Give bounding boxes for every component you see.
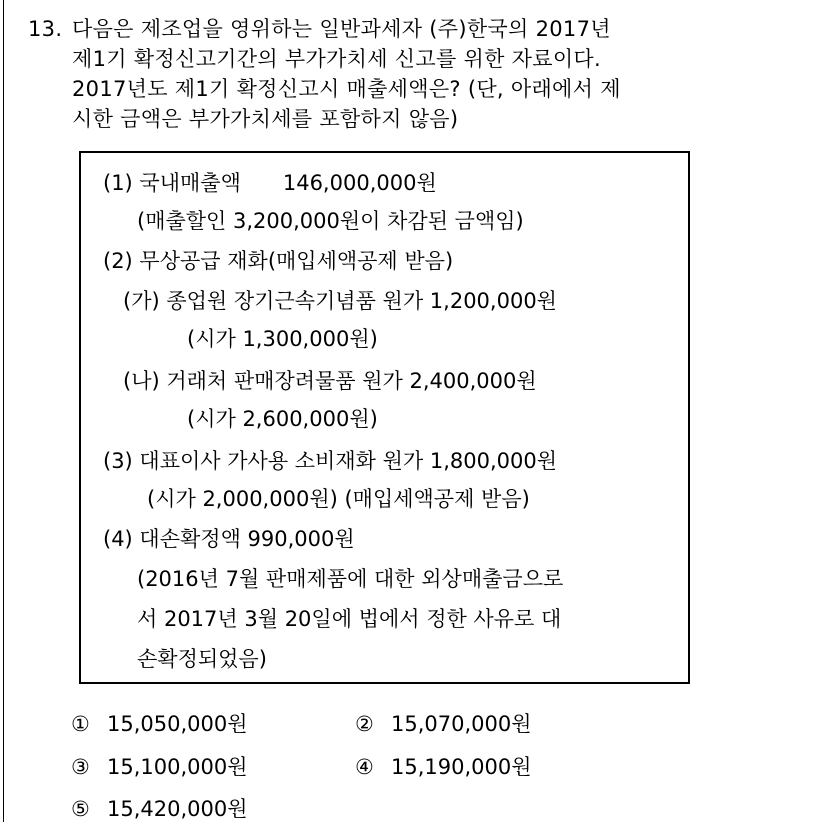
question-text-1: 다음은 제조업을 영위하는 일반과세자 (주)한국의 2017년 — [72, 17, 611, 41]
item-4-note-line-1: (2016년 7월 판매제품에 대한 외상매출금으로 — [137, 567, 564, 591]
question-line-1 — [28, 14, 808, 44]
option-3-marker: ③ — [71, 755, 90, 779]
data-box — [79, 151, 690, 684]
option-4-marker: ④ — [355, 755, 374, 779]
question-line-3: 2017년도 제1기 확정신고시 매출세액은? (단, 아래에서 제 — [72, 77, 621, 101]
option-2[interactable] — [355, 708, 532, 738]
option-1-marker: ① — [71, 712, 90, 736]
option-4[interactable] — [355, 751, 532, 781]
option-3[interactable] — [71, 751, 248, 781]
question-line-2: 제1기 확정신고기간의 부가가치세 신고를 위한 자료이다. — [72, 47, 601, 71]
option-1[interactable] — [71, 708, 248, 738]
item-3-note: (시가 2,000,000원) (매입세액공제 받음) — [147, 487, 530, 511]
item-4-note-line-2: 서 2017년 3월 20일에 법에서 정한 사유로 대 — [137, 607, 562, 631]
item-2a-employee-gift: (가) 종업원 장기근속기념품 원가 1,200,000원 — [123, 289, 557, 313]
item-2-free-supply: (2) 무상공급 재화(매입세액공제 받음) — [103, 249, 454, 273]
question-stem — [28, 14, 808, 134]
item-4-note-line-3: 손확정되었음) — [137, 647, 267, 671]
item-4-bad-debt: (4) 대손확정액 990,000원 — [103, 527, 355, 551]
item-2a-note: (시가 1,300,000원) — [187, 327, 378, 351]
option-2-marker: ② — [355, 712, 374, 736]
question-line-4: 시한 금액은 부가가치세를 포함하지 않음) — [72, 107, 459, 131]
item-3-personal-use: (3) 대표이사 가사용 소비재화 원가 1,800,000원 — [103, 449, 558, 473]
item-1-domestic-sales: (1) 국내매출액 146,000,000원 — [103, 171, 437, 195]
option-2-text: 15,070,000원 — [391, 712, 532, 736]
item-1-note: (매출할인 3,200,000원이 차감된 금액임) — [137, 209, 524, 233]
option-1-text: 15,050,000원 — [107, 712, 248, 736]
option-3-text: 15,100,000원 — [107, 755, 248, 779]
option-4-text: 15,190,000원 — [391, 755, 532, 779]
item-2b-sales-promotion: (나) 거래처 판매장려물품 원가 2,400,000원 — [123, 369, 537, 393]
question-number: 13. — [28, 17, 63, 41]
item-2b-note: (시가 2,600,000원) — [187, 407, 378, 431]
option-5-marker: ⑤ — [71, 797, 90, 821]
option-5-text: 15,420,000원 — [107, 797, 248, 821]
left-margin-rule — [3, 0, 4, 822]
option-5[interactable] — [71, 793, 248, 823]
